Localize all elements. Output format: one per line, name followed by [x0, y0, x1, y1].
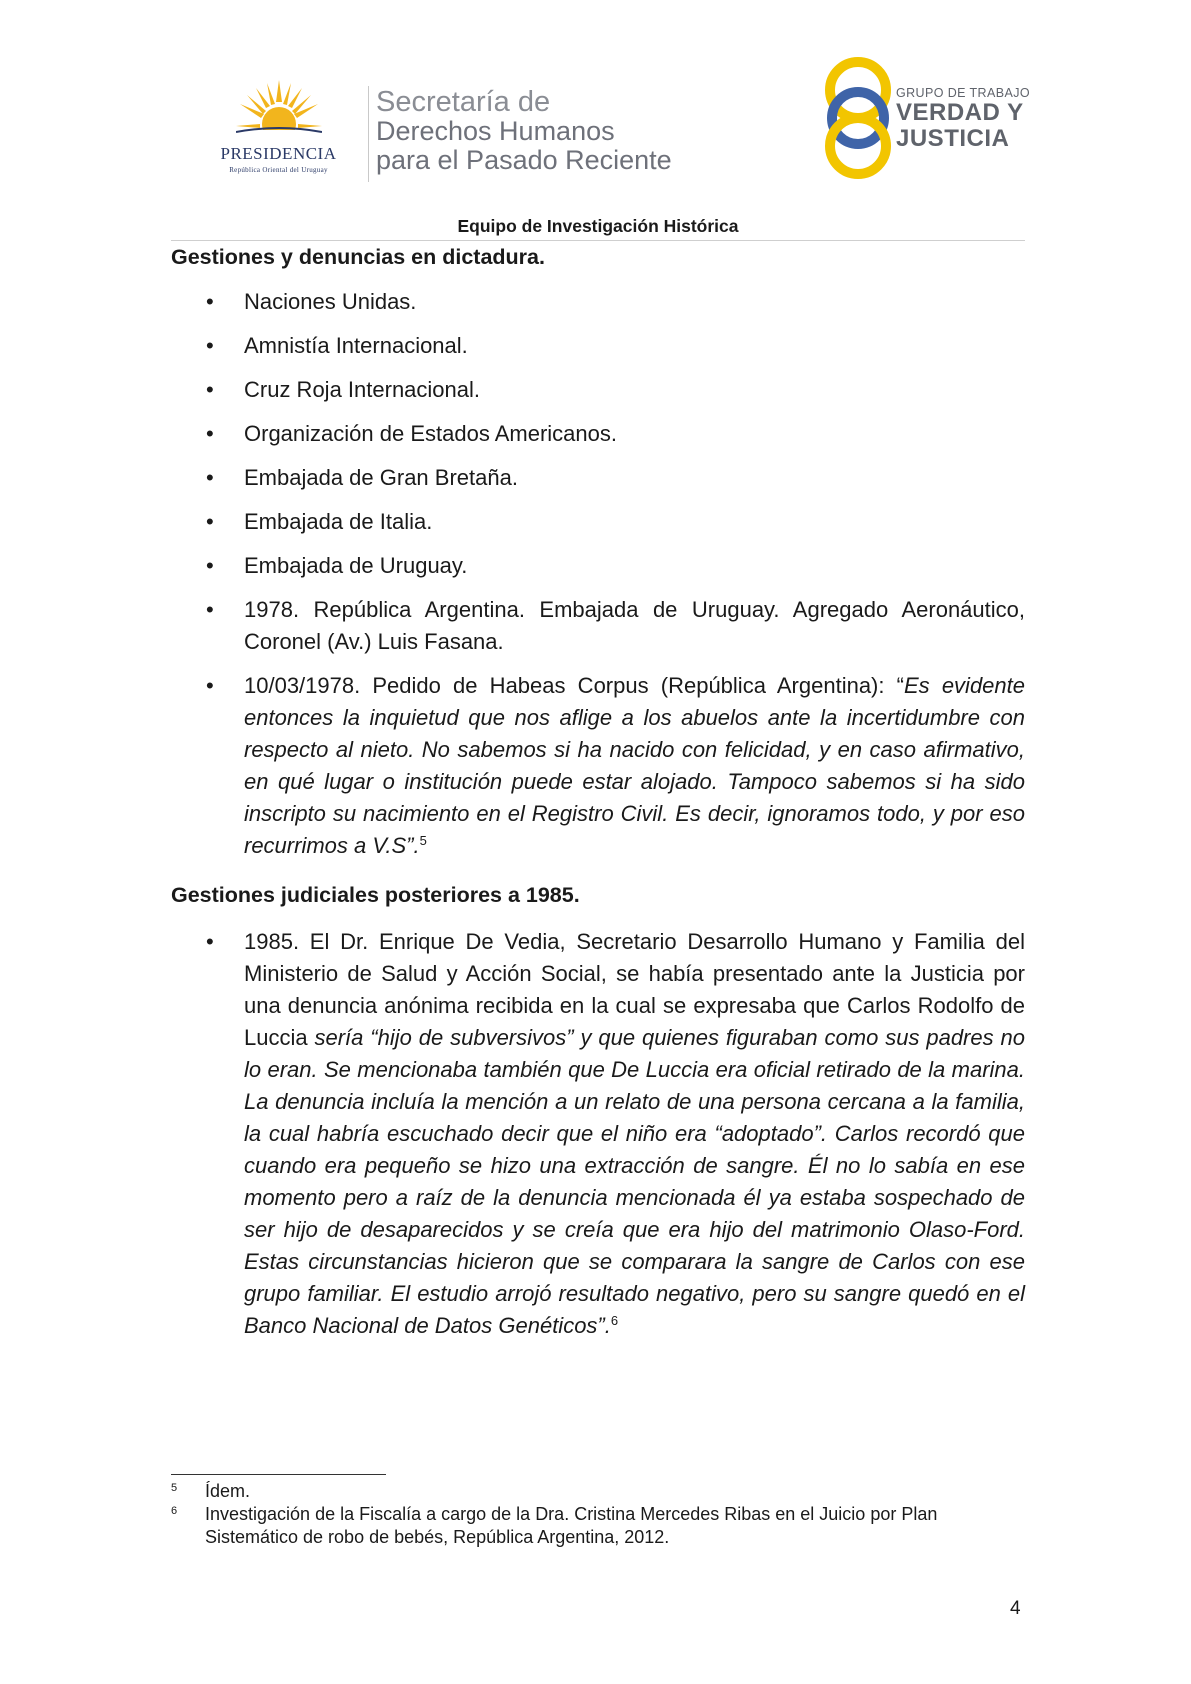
footnote-separator [171, 1474, 386, 1475]
grupo-line-1: GRUPO DE TRABAJO [896, 86, 1030, 100]
secretaria-line-1: Secretaría de [376, 86, 551, 118]
footnote [171, 1503, 1025, 1549]
judiciales-list [171, 926, 1025, 1342]
footnotes [171, 1480, 1025, 1549]
list-item-text: Embajada de Italia. [244, 509, 433, 534]
list-item [171, 550, 1025, 582]
page-header [0, 0, 1191, 236]
sun-emblem-icon [236, 80, 322, 142]
presidencia-logo [196, 80, 361, 180]
list-item [171, 418, 1025, 450]
item-lead-text: 1985. El Dr. Enrique De Vedia, Secretario Desarrollo Humano y Familia del Ministerio de Salud y Acción Social, se había presentado ante la Justicia por una denuncia anónima recibida en la cual se expresaba que Carlos Rodolfo de Luccia [244, 929, 1025, 1050]
secretaria-line-2: Derechos Humanos [376, 116, 615, 146]
page-number: 4 [1010, 1598, 1021, 1619]
footnote-number: 5 [171, 1482, 178, 1494]
list-item-text: Embajada de Uruguay. [244, 553, 468, 578]
grupo-trabajo-logo [822, 56, 1032, 181]
habeas-quote-text: Es evidente entonces la inquietud que nos aflige a los abuelos ante la incertidumbre con respecto al nieto. No sabemos si ha nacido con felicidad, y en caso afirmativo, en qué lugar o institución puede estar alojado. Tampoco sabemos si ha sido inscripto su nacimiento en el Registro Civil. Es decir, ignoramos todo, y por eso recurrimos a V.S”. [244, 673, 1025, 858]
bullet: • [206, 673, 214, 698]
list-item-habeas-corpus [171, 670, 1025, 862]
bullet: • [206, 597, 214, 622]
list-item [171, 594, 1025, 658]
bullet: • [206, 333, 214, 358]
logo-divider [368, 86, 369, 182]
bullet: • [206, 465, 214, 490]
footnote [171, 1480, 1025, 1503]
presidencia-subtitle: República Oriental del Uruguay [229, 166, 328, 174]
list-item-text: Naciones Unidas. [244, 289, 417, 314]
section-heading-judiciales: Gestiones judiciales posteriores a 1985. [171, 883, 580, 907]
list-item [171, 506, 1025, 538]
presidencia-name: PRESIDENCIA [220, 144, 337, 163]
habeas-lead-text: 10/03/1978. Pedido de Habeas Corpus (República Argentina): “ [244, 673, 904, 698]
team-title: Equipo de Investigación Histórica [457, 216, 739, 236]
bullet: • [206, 377, 214, 402]
grupo-line-3: JUSTICIA [896, 125, 1010, 152]
item-quote-text: sería “hijo de subversivos” y que quienes figuraban como sus padres no lo eran. Se mencionaba también que De Luccia era oficial retirado de la marina. La denuncia incluía la mención a un relato de una persona cercana a la familia, la cual habría escuchado decir que el niño era “adoptado”. Carlos recordó que cuando era pequeño se hizo una extracción de sangre. Él no lo sabía en ese momento pero a raíz de la denuncia mencionada él ya estaba sospechado de ser hijo de desaparecidos y se creía que era hijo del matrimonio Olaso-Ford. Estas circunstancias hicieron que se comparara la sangre de Carlos con ese grupo familiar. El estudio arrojó resultado negativo, pero su sangre quedó en el Banco Nacional de Datos Genéticos”. [244, 1025, 1025, 1338]
secretaria-wordmark [376, 88, 672, 175]
bullet: • [206, 289, 214, 314]
list-item [171, 462, 1025, 494]
list-item [171, 374, 1025, 406]
secretaria-line-3: para el Pasado Reciente [376, 145, 672, 175]
grupo-line-2: VERDAD Y [896, 99, 1024, 126]
list-item [171, 286, 1025, 318]
list-item-1985 [171, 926, 1025, 1342]
list-item [171, 330, 1025, 362]
list-item-text: Embajada de Gran Bretaña. [244, 465, 518, 490]
bullet: • [206, 929, 214, 954]
page-content [171, 242, 1025, 1342]
header-rule [171, 240, 1025, 241]
list-item-text: Amnistía Internacional. [244, 333, 468, 358]
bullet: • [206, 421, 214, 446]
linked-rings-icon [822, 56, 894, 181]
list-item-text: Organización de Estados Americanos. [244, 421, 617, 446]
grupo-trabajo-wordmark [896, 86, 1030, 152]
list-item-text: Cruz Roja Internacional. [244, 377, 481, 402]
footnote-text: Investigación de la Fiscalía a cargo de la Dra. Cristina Mercedes Ribas en el Juicio por Plan Sistemático de robo de bebés, República Argentina, 2012. [205, 1504, 938, 1547]
footnote-number: 6 [171, 1505, 178, 1517]
footnote-ref: 6 [610, 1313, 619, 1328]
section-heading-dictadura: Gestiones y denuncias en dictadura. [171, 245, 545, 269]
bullet: • [206, 509, 214, 534]
dictadura-list [171, 286, 1025, 862]
list-item-text: 1978. República Argentina. Embajada de Uruguay. Agregado Aeronáutico, Coronel (Av.) Luis Fasana. [244, 597, 1025, 654]
bullet: • [206, 553, 214, 578]
footnote-ref: 5 [419, 833, 427, 848]
footnote-text: Ídem. [205, 1481, 251, 1501]
